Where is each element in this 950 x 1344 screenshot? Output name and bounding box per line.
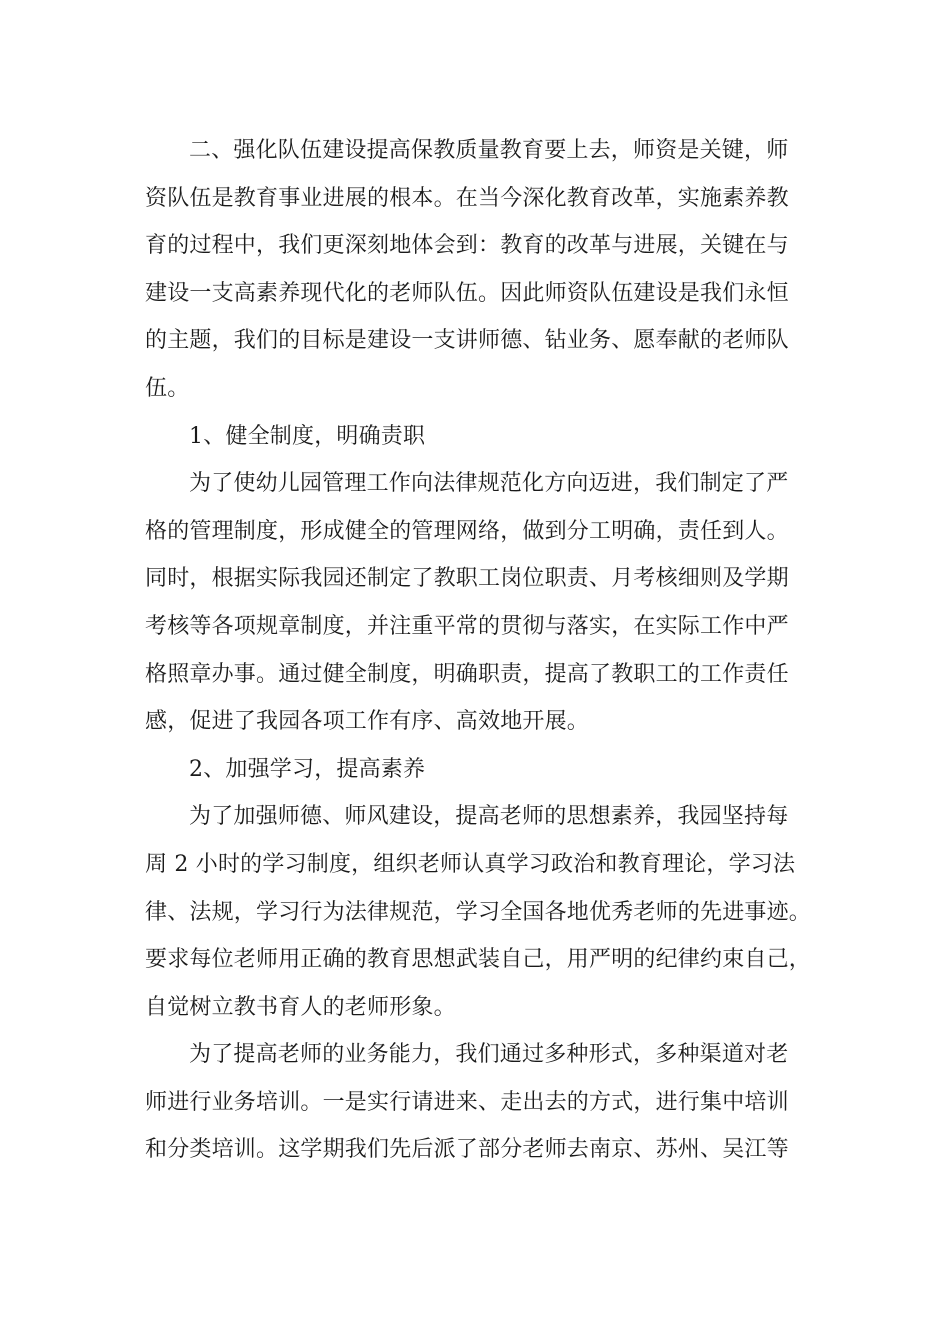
- paragraph-line: 自觉树立教书育人的老师形象。: [145, 994, 456, 1020]
- paragraph-line: 格的管理制度，形成健全的管理网络，做到分工明确，责任到人。: [145, 518, 789, 544]
- paragraph-line: 和分类培训。这学期我们先后派了部分老师去南京、苏州、吴江等: [145, 1137, 789, 1163]
- paragraph-line: 要求每位老师用正确的教育思想武装自己，用严明的纪律约束自己，: [145, 947, 812, 973]
- paragraph-line: 为了使幼儿园管理工作向法律规范化方向迈进，我们制定了严: [189, 471, 789, 497]
- paragraph-line: 育的过程中，我们更深刻地体会到：教育的改革与进展，关键在与: [145, 233, 789, 259]
- paragraph-line: 为了加强师德、师风建设，提高老师的思想素养，我园坚持每: [189, 804, 789, 830]
- paragraph-line: 律、法规，学习行为法律规范，学习全国各地优秀老师的先进事迹。: [145, 899, 812, 925]
- paragraph-line: 的主题，我们的目标是建设一支讲师德、钻业务、愿奉献的老师队: [145, 328, 789, 354]
- paragraph-line: 考核等各项规章制度，并注重平常的贯彻与落实，在实际工作中严: [145, 613, 789, 639]
- paragraph-line: 感，促进了我园各项工作有序、高效地开展。: [145, 709, 590, 735]
- section-heading: 1、健全制度，明确责职: [189, 423, 426, 449]
- paragraph-line: 周 2 小时的学习制度，组织老师认真学习政治和教育理论，学习法: [145, 851, 796, 877]
- paragraph-line: 师进行业务培训。一是实行请进来、走出去的方式，进行集中培训: [145, 1089, 789, 1115]
- paragraph-line: 格照章办事。通过健全制度，明确职责，提高了教职工的工作责任: [145, 661, 789, 687]
- paragraph-line: 同时，根据实际我园还制定了教职工岗位职责、月考核细则及学期: [145, 566, 789, 592]
- paragraph-line: 伍。: [145, 375, 190, 401]
- paragraph-line: 资队伍是教育事业进展的根本。在当今深化教育改革，实施素养教: [145, 185, 789, 211]
- document-body: [145, 127, 815, 1174]
- paragraph-line: 建设一支高素养现代化的老师队伍。因此师资队伍建设是我们永恒: [145, 280, 789, 306]
- section-heading: 2、加强学习，提高素养: [189, 756, 426, 782]
- paragraph-line: 二、强化队伍建设提高保教质量教育要上去，师资是关键，师: [189, 138, 789, 163]
- paragraph-line: 为了提高老师的业务能力，我们通过多种形式，多种渠道对老: [189, 1042, 789, 1068]
